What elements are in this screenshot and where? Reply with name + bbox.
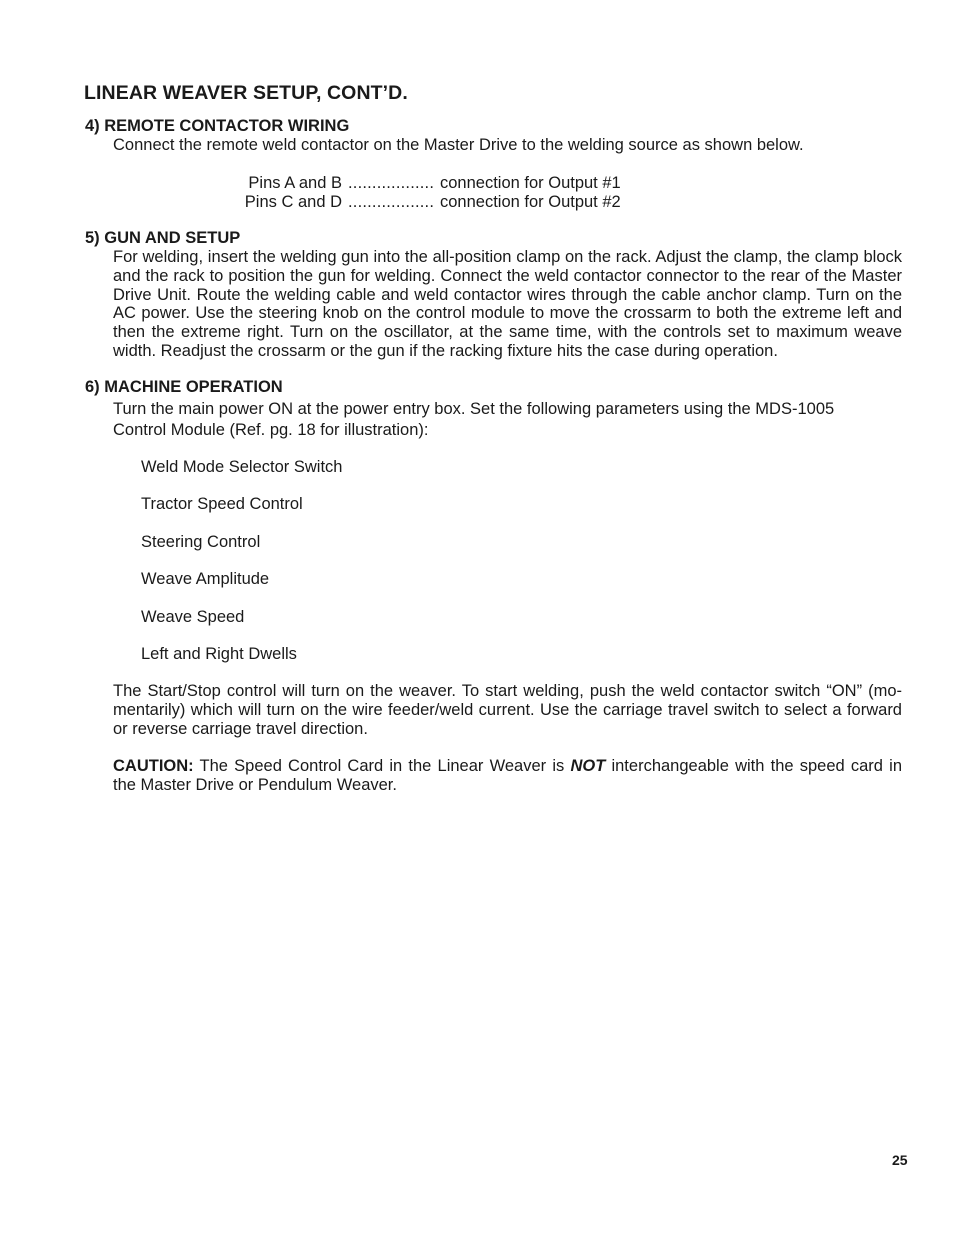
pin-label: Pins A and B bbox=[248, 174, 342, 192]
page-title: LINEAR WEAVER SETUP, CONT’D. bbox=[84, 82, 408, 104]
pin-row bbox=[232, 193, 621, 212]
section-heading-machine-operation: 6) MACHINE OPERATION bbox=[85, 378, 283, 396]
pin-value: connection for Output #1 bbox=[440, 174, 621, 192]
parameter-item: Weld Mode Selector Switch bbox=[141, 458, 343, 476]
page-number: 25 bbox=[892, 1152, 908, 1168]
caution-emphasis: NOT bbox=[570, 757, 606, 775]
parameter-item: Weave Speed bbox=[141, 608, 245, 626]
parameter-item: Weave Amplitude bbox=[141, 570, 270, 588]
parameter-item: Tractor Speed Control bbox=[141, 495, 303, 513]
leader-dots: .................. bbox=[348, 192, 435, 211]
caution-paragraph bbox=[113, 757, 902, 795]
machine-intro-line-2: Control Module (Ref. pg. 18 for illustration): bbox=[113, 421, 429, 439]
section-body-remote-contactor: Connect the remote weld contactor on the Master Drive to the welding source as shown below. bbox=[113, 136, 804, 154]
pin-connection-table bbox=[232, 174, 621, 211]
leader-dots: .................. bbox=[348, 174, 435, 192]
start-stop-paragraph: The Start/Stop control will turn on the weaver. To start welding, push the weld contactor switch “ON” (mo-mentarily) which will turn on the wire feeder/weld current. Use the carriage travel switch to select a forward or reverse carriage travel direction. bbox=[113, 682, 902, 738]
section-heading-gun-setup: 5) GUN AND SETUP bbox=[85, 229, 241, 247]
caution-text-pre: The Speed Control Card in the Linear Weaver is bbox=[193, 757, 571, 775]
pin-value: connection for Output #2 bbox=[440, 192, 621, 211]
pin-row bbox=[232, 174, 621, 193]
section-body-gun-setup: For welding, insert the welding gun into the all-position clamp on the rack. Adjust the clamp, the clamp block and the rack to position the gun for welding. Connect the weld contactor connector to the rear of the Master Drive Unit. Route the welding cable and weld contactor wires through the cable anchor clamp. Turn on the AC power. Use the steering knob on the control module to move the crossarm to both the extreme left and then the extreme right. Turn on the oscillator, at the same time, with the controls set to maximum weave width. Readjust the crossarm or the gun if the racking fixture hits the case during operation. bbox=[113, 248, 902, 360]
parameter-item: Steering Control bbox=[141, 533, 261, 551]
parameter-item: Left and Right Dwells bbox=[141, 645, 297, 663]
machine-intro-line-1: Turn the main power ON at the power entry box. Set the following parameters using the MDS-1005 bbox=[113, 400, 835, 418]
section-heading-remote-contactor: 4) REMOTE CONTACTOR WIRING bbox=[85, 117, 350, 135]
pin-label: Pins C and D bbox=[244, 192, 342, 211]
caution-text-post: interchangeable with the speed card in the Master Drive or Pendulum Weaver. bbox=[113, 757, 902, 794]
caution-label: CAUTION: bbox=[113, 757, 194, 775]
